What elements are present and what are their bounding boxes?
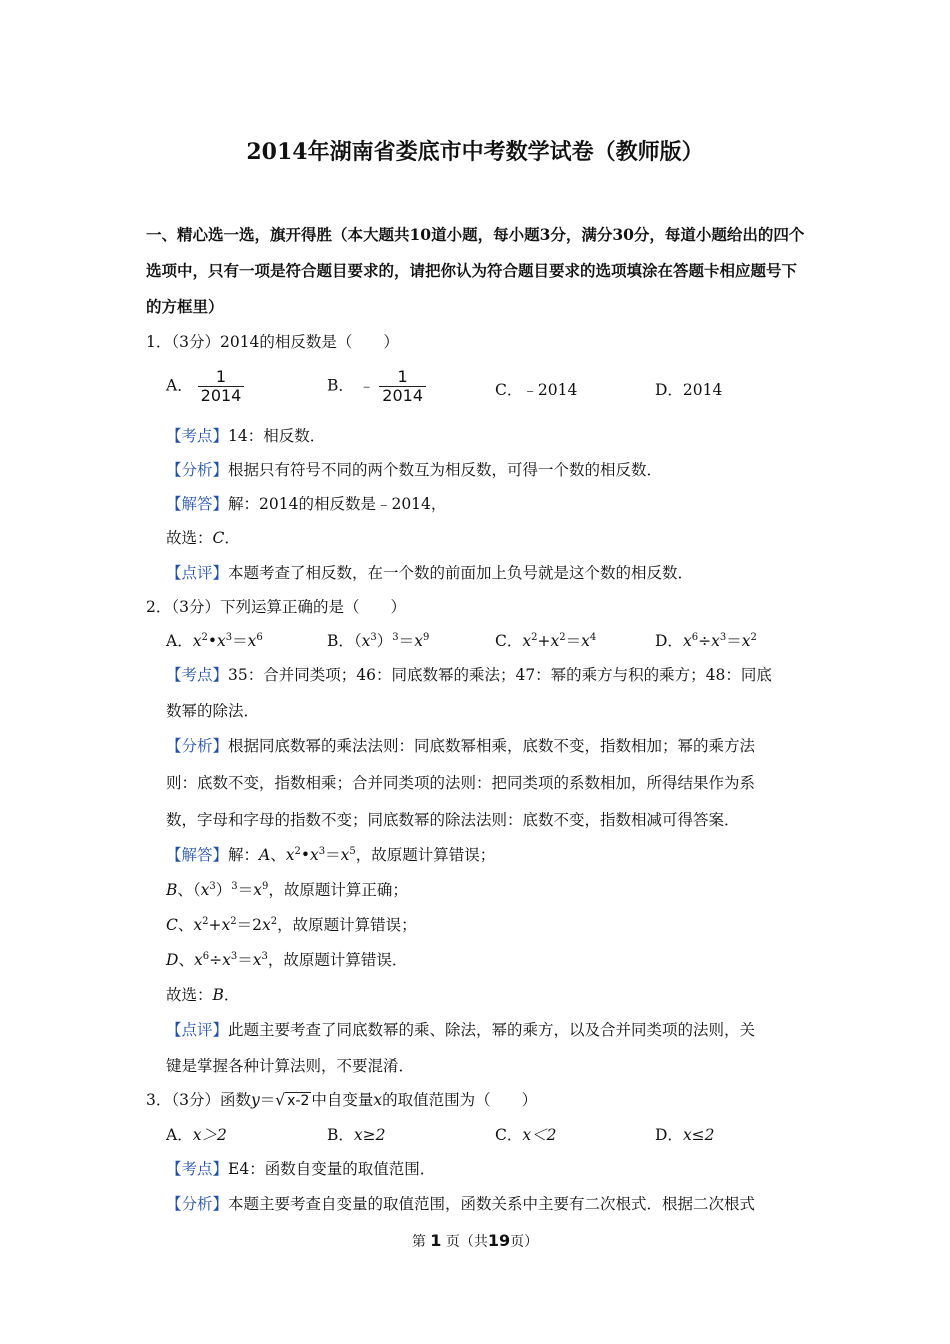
page-total: 19 bbox=[487, 1231, 511, 1250]
q2-option-c: C．$x^2+x^2=x^4$ bbox=[495, 632, 597, 650]
q3-stem: 3．（3分）函数y＝√ x-2 中自变量x的取值范围为（ ） bbox=[146, 1091, 538, 1109]
q2-fenxi-cont-2: 数，字母和字母的指数不变；同底数幂的除法法则：底数不变，指数相减可得答案． bbox=[166, 811, 740, 829]
q1-dianping: 【点评】本题考查了相反数，在一个数的前面加上负号就是这个数的相反数． bbox=[166, 564, 694, 582]
q2-dianping-cont: 键是掌握各种计算法则，不要混淆． bbox=[166, 1057, 415, 1075]
page-number: 1 bbox=[430, 1231, 442, 1250]
q1-option-d: D．2014 bbox=[655, 381, 723, 399]
page-title: 2014年湖南省娄底市中考数学试卷（教师版） bbox=[246, 139, 704, 165]
q1-kaodian: 【考点】14：相反数． bbox=[166, 427, 326, 445]
q2-option-a: A．$x^2•x^3=x^6$ bbox=[166, 632, 263, 650]
section-header: 一、精心选一选，旗开得胜（本大题共10道小题，每小题3分，满分30分，每道小题给出的四个选项中，只有一项是符合题目要求的，请把你认为符合题目要求的选项填涂在答题卡相应题号下的方框里） bbox=[146, 225, 805, 316]
q2-option-d: D．$x^6\div x^3=x^2$ bbox=[655, 632, 757, 650]
q2-solution-c: C、$x^2+x^2=2x^2$，故原题计算错误； bbox=[166, 916, 417, 934]
q2-stem: 2．（3分）下列运算正确的是（ ） bbox=[146, 598, 406, 616]
q1-a-fraction: $\frac{1}{2014}$ bbox=[198, 368, 245, 405]
q1-answer: 故选：C． bbox=[166, 529, 240, 547]
q2-kaodian-cont: 数幂的除法． bbox=[166, 702, 260, 720]
q2-option-b: B．$(x^3)^3=x^9$ bbox=[327, 632, 430, 650]
q3-option-b: B．x≥2 bbox=[327, 1126, 386, 1144]
q2-kaodian: 【考点】35：合并同类项；46：同底数幂的乘法；47：幂的乘方与积的乘方；48：同底 bbox=[166, 666, 772, 684]
q1-option-b: B． ﹣ $\frac{1}{2014}$ bbox=[327, 368, 426, 405]
q3-option-a: A．x＞2 bbox=[166, 1126, 227, 1144]
page-footer: 第 1 页（共19页） bbox=[411, 1231, 539, 1250]
q1-fenxi: 【分析】根据只有符号不同的两个数互为相反数，可得一个数的相反数． bbox=[166, 461, 663, 479]
q2-solution-b: B、$(x^3)^3=x^9$，故原题计算正确； bbox=[166, 881, 408, 899]
sqrt-expression: √ x-2 bbox=[275, 1091, 310, 1109]
q1-option-a: A． $\frac{1}{2014}$ bbox=[166, 368, 244, 405]
q3-kaodian: 【考点】E4：函数自变量的取值范围． bbox=[166, 1160, 436, 1178]
q1-option-c: C．﹣2014 bbox=[495, 381, 578, 399]
q3-fenxi: 【分析】本题主要考查自变量的取值范围，函数关系中主要有二次根式．根据二次根式 bbox=[166, 1195, 756, 1213]
q2-solution-d: D、$x^6\div x^3=x^3$，故原题计算错误． bbox=[166, 951, 408, 969]
q3-option-d: D．x≤2 bbox=[655, 1126, 715, 1144]
q1-stem: 1．（3分）2014的相反数是（ ） bbox=[146, 333, 399, 351]
q1-b-fraction: $\frac{1}{2014}$ bbox=[379, 368, 426, 405]
q2-answer: 故选：B． bbox=[166, 986, 240, 1004]
q2-fenxi-cont-1: 则：底数不变，指数相乘；合并同类项的法则：把同类项的系数相加，所得结果作为系 bbox=[166, 774, 756, 792]
q2-dianping: 【点评】此题主要考查了同底数幂的乘、除法，幂的乘方，以及合并同类项的法则，关 bbox=[166, 1021, 756, 1039]
q2-jieda: 【解答】解：A、$x^2•x^3=x^5$，故原题计算错误； bbox=[166, 846, 496, 864]
q2-fenxi: 【分析】根据同底数幂的乘法法则：同底数幂相乘，底数不变，指数相加；幂的乘方法 bbox=[166, 737, 756, 755]
q1-jieda: 【解答】解：2014的相反数是﹣2014， bbox=[166, 495, 447, 513]
q3-option-c: C．x＜2 bbox=[495, 1126, 557, 1144]
